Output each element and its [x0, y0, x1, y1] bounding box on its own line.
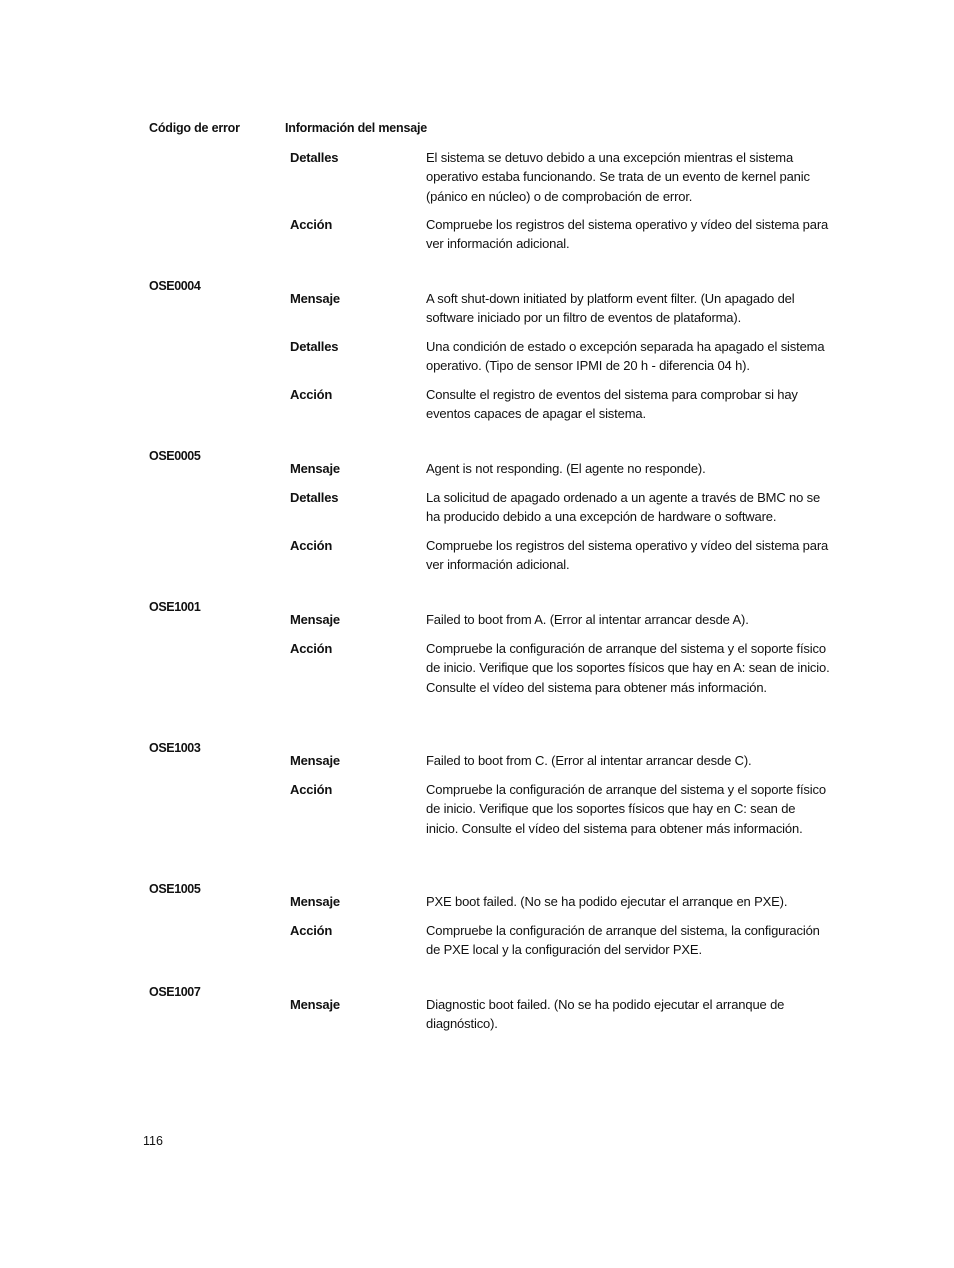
entry-field-label: Mensaje: [290, 997, 340, 1012]
column-header-message-info: Información del mensaje: [285, 121, 427, 135]
entry-field-label: Mensaje: [290, 291, 340, 306]
entry-field-label: Mensaje: [290, 753, 340, 768]
error-code: OSE0004: [149, 279, 201, 293]
entry-field-label: Mensaje: [290, 461, 340, 476]
entry-field-label: Mensaje: [290, 894, 340, 909]
entry-field-text: Diagnostic boot failed. (No se ha podido ejecutar el arranque de diagnóstico).: [426, 997, 785, 1032]
entry-field-text: Compruebe los registros del sistema operativo y vídeo del sistema para ver información adicional.: [426, 217, 829, 252]
entry-field-label: Acción: [290, 923, 333, 938]
entry-field-label: Acción: [290, 641, 333, 656]
entry-field-label: Detalles: [290, 490, 339, 505]
entry-field-text: Failed to boot from A. (Error al intentar arrancar desde A).: [426, 612, 749, 627]
entry-field-label: Acción: [290, 387, 333, 402]
error-code: OSE1005: [149, 882, 201, 896]
error-code: OSE0005: [149, 449, 201, 463]
entry-field-label: Acción: [290, 782, 333, 797]
entry-field-text: Compruebe la configuración de arranque del sistema y el soporte físico de inicio. Verifique que los soportes físicos que hay en C: sean de inicio. Consulte el vídeo del sistema para obtener más información.: [426, 782, 826, 836]
entry-field-label: Detalles: [290, 150, 339, 165]
entry-field-label: Mensaje: [290, 612, 340, 627]
column-header-error-code: Código de error: [149, 121, 240, 135]
error-code: OSE1003: [149, 741, 201, 755]
entry-field-text: Agent is not responding. (El agente no responde).: [426, 461, 706, 476]
entry-field-label: Acción: [290, 538, 333, 553]
entry-field-text: La solicitud de apagado ordenado a un agente a través de BMC no se ha producido debido a una excepción de hardware o software.: [426, 490, 821, 525]
entry-field-text: El sistema se detuvo debido a una excepción mientras el sistema operativo estaba funcionando. Se trata de un evento de kernel panic (pánico en núcleo) o de comprobación de error.: [426, 150, 810, 204]
error-code: OSE1007: [149, 985, 201, 999]
page-number: 116: [143, 1134, 163, 1148]
entry-field-text: A soft shut-down initiated by platform event filter. (Un apagado del software iniciado por un filtro de eventos de plataforma).: [426, 291, 795, 326]
entry-field-text: Compruebe la configuración de arranque del sistema, la configuración de PXE local y la configuración del servidor PXE.: [426, 923, 820, 958]
entry-field-text: PXE boot failed. (No se ha podido ejecutar el arranque en PXE).: [426, 894, 788, 909]
entry-field-label: Acción: [290, 217, 333, 232]
entry-field-text: Failed to boot from C. (Error al intentar arrancar desde C).: [426, 753, 752, 768]
error-code: OSE1001: [149, 600, 201, 614]
entry-field-text: Compruebe los registros del sistema operativo y vídeo del sistema para ver información adicional.: [426, 538, 829, 573]
entry-field-label: Detalles: [290, 339, 339, 354]
entry-field-text: Consulte el registro de eventos del sistema para comprobar si hay eventos capaces de apagar el sistema.: [426, 387, 798, 422]
entry-field-text: Una condición de estado o excepción separada ha apagado el sistema operativo. (Tipo de sensor IPMI de 20 h - diferencia 04 h).: [426, 339, 825, 374]
entry-field-text: Compruebe la configuración de arranque del sistema y el soporte físico de inicio. Verifique que los soportes físicos que hay en A: sean de inicio. Consulte el vídeo del sistema para obtener más información.: [426, 641, 830, 695]
